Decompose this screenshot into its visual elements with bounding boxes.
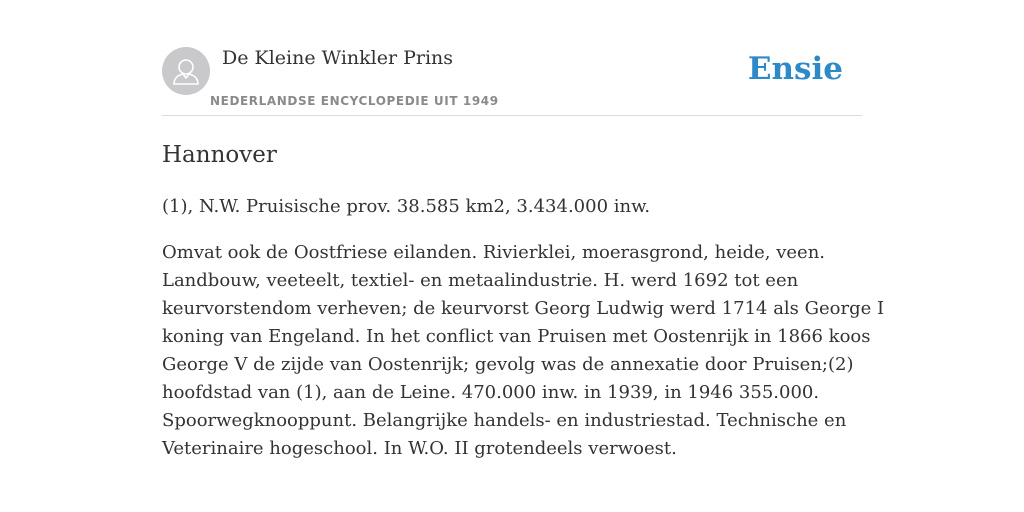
body-line: Omvat ook de Oostfriese eilanden. Rivierklei, moerasgrond, heide, veen. <box>162 242 826 263</box>
body-line: Spoorwegknooppunt. Belangrijke handels- en industriestad. Technische en <box>162 410 847 431</box>
body-line: koning van Engeland. In het conflict van Pruisen met Oostenrijk in 1866 koos <box>162 326 871 347</box>
body-line: Landbouw, veeteelt, textiel- en metaalindustrie. H. werd 1692 tot een <box>162 270 799 291</box>
article-title: Hannover <box>162 142 277 168</box>
body-line: keurvorstendom verheven; de keurvorst Georg Ludwig werd 1714 als George I <box>162 298 885 319</box>
article-summary: (1), N.W. Pruisische prov. 38.585 km2, 3.434.000 inw. <box>162 196 651 217</box>
source-title-link[interactable]: De Kleine Winkler Prins <box>222 47 454 69</box>
body-line: George V de zijde van Oostenrijk; gevolg was de annexatie door Pruisen;(2) <box>162 354 854 375</box>
body-line: Veterinaire hogeschool. In W.O. II grotendeels verwoest. <box>162 438 677 459</box>
user-silhouette-icon <box>162 47 210 95</box>
avatar <box>162 47 210 95</box>
brand-logo-link[interactable]: Ensie <box>747 51 843 87</box>
article-body <box>162 239 885 463</box>
source-header <box>162 0 862 116</box>
body-line: hoofdstad van (1), aan de Leine. 470.000 inw. in 1939, in 1946 355.000. <box>162 382 820 403</box>
source-subtitle: NEDERLANDSE ENCYCLOPEDIE UIT 1949 <box>210 94 499 108</box>
